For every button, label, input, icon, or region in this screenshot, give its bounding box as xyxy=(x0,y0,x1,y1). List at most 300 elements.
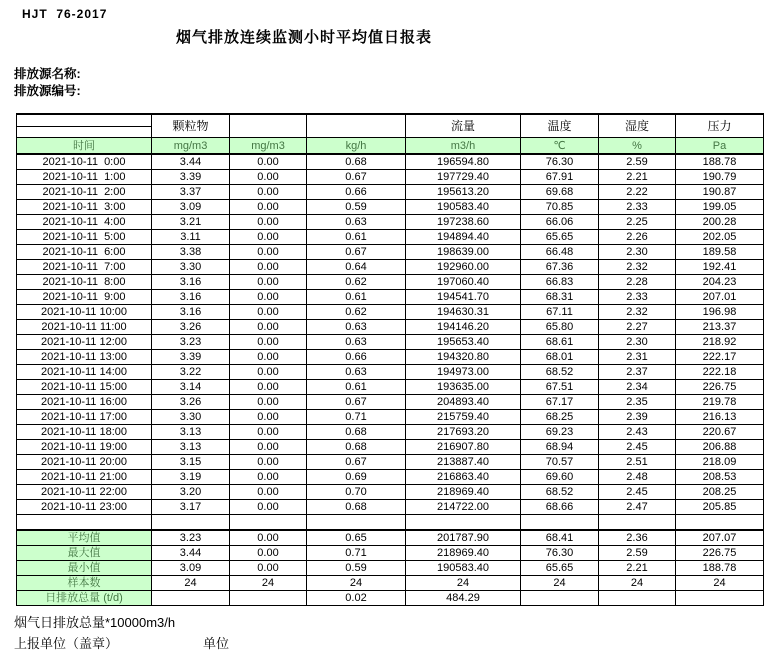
table-row xyxy=(17,275,764,290)
summary-label-cell: 最小值 xyxy=(17,561,152,576)
table-row xyxy=(17,470,764,485)
summary-row xyxy=(17,546,764,561)
unit-pa: Pa xyxy=(676,138,764,155)
footer-line xyxy=(14,633,414,652)
time-cell: 2021-10-11 4:00 xyxy=(17,215,152,230)
value-cell: 222.18 xyxy=(676,365,764,380)
summary-value-cell: 68.41 xyxy=(521,530,599,546)
header-pressure: 压力 xyxy=(676,114,764,138)
value-cell: 0.67 xyxy=(307,395,406,410)
table-row xyxy=(17,455,764,470)
value-cell: 190.79 xyxy=(676,170,764,185)
summary-value-cell: 24 xyxy=(406,576,521,591)
value-cell: 0.66 xyxy=(307,350,406,365)
value-cell: 200.28 xyxy=(676,215,764,230)
value-cell: 0.66 xyxy=(307,185,406,200)
summary-value-cell: 24 xyxy=(676,576,764,591)
table-row xyxy=(17,170,764,185)
time-cell: 2021-10-11 5:00 xyxy=(17,230,152,245)
value-cell: 0.68 xyxy=(307,425,406,440)
time-cell: 2021-10-11 19:00 xyxy=(17,440,152,455)
value-cell: 2.34 xyxy=(599,380,676,395)
value-cell: 226.75 xyxy=(676,380,764,395)
summary-value-cell xyxy=(676,591,764,606)
unit-label: 单位 xyxy=(203,636,230,651)
summary-value-cell: 3.23 xyxy=(152,530,230,546)
summary-value-cell: 226.75 xyxy=(676,546,764,561)
value-cell: 218969.40 xyxy=(406,485,521,500)
value-cell: 195653.40 xyxy=(406,335,521,350)
value-cell: 206.88 xyxy=(676,440,764,455)
summary-value-cell: 24 xyxy=(230,576,307,591)
header-humidity: 湿度 xyxy=(599,114,676,138)
source-code-label: 排放源编号: xyxy=(14,84,81,98)
value-cell: 3.37 xyxy=(152,185,230,200)
summary-value-cell: 2.59 xyxy=(599,546,676,561)
value-cell: 68.66 xyxy=(521,500,599,515)
time-cell: 2021-10-11 9:00 xyxy=(17,290,152,305)
value-cell: 0.70 xyxy=(307,485,406,500)
header-particulate: 颗粒物 xyxy=(152,114,230,138)
time-cell: 2021-10-11 17:00 xyxy=(17,410,152,425)
summary-value-cell: 3.09 xyxy=(152,561,230,576)
value-cell: 0.00 xyxy=(230,500,307,515)
value-cell: 0.63 xyxy=(307,215,406,230)
group-header-row xyxy=(17,114,764,127)
value-cell: 0.00 xyxy=(230,185,307,200)
value-cell: 194894.40 xyxy=(406,230,521,245)
footer-note: 烟气日排放总量*10000m3/h xyxy=(14,615,176,630)
value-cell: 70.85 xyxy=(521,200,599,215)
value-cell: 198639.00 xyxy=(406,245,521,260)
summary-value-cell: 484.29 xyxy=(406,591,521,606)
header-blank-col4 xyxy=(307,114,406,138)
value-cell: 68.61 xyxy=(521,335,599,350)
table-row xyxy=(17,380,764,395)
table-row xyxy=(17,395,764,410)
value-cell: 192960.00 xyxy=(406,260,521,275)
table-row xyxy=(17,215,764,230)
value-cell: 0.61 xyxy=(307,290,406,305)
value-cell: 3.38 xyxy=(152,245,230,260)
value-cell: 197060.40 xyxy=(406,275,521,290)
table-row xyxy=(17,260,764,275)
value-cell: 197729.40 xyxy=(406,170,521,185)
report-table xyxy=(16,113,764,606)
time-cell: 2021-10-11 15:00 xyxy=(17,380,152,395)
summary-rows xyxy=(17,530,764,606)
value-cell: 2.47 xyxy=(599,500,676,515)
value-cell: 66.48 xyxy=(521,245,599,260)
value-cell: 0.00 xyxy=(230,170,307,185)
value-cell: 67.11 xyxy=(521,305,599,320)
value-cell: 192.41 xyxy=(676,260,764,275)
value-cell: 193635.00 xyxy=(406,380,521,395)
time-cell: 2021-10-11 10:00 xyxy=(17,305,152,320)
report-unit-label: 上报单位（盖章） xyxy=(14,636,119,651)
value-cell: 0.69 xyxy=(307,470,406,485)
value-cell: 3.23 xyxy=(152,335,230,350)
value-cell: 0.00 xyxy=(230,455,307,470)
value-cell: 2.45 xyxy=(599,485,676,500)
summary-value-cell: 201787.90 xyxy=(406,530,521,546)
value-cell: 195613.20 xyxy=(406,185,521,200)
value-cell: 3.21 xyxy=(152,215,230,230)
summary-value-cell: 218969.40 xyxy=(406,546,521,561)
value-cell: 68.01 xyxy=(521,350,599,365)
value-cell: 2.33 xyxy=(599,290,676,305)
value-cell: 197238.60 xyxy=(406,215,521,230)
time-cell: 2021-10-11 14:00 xyxy=(17,365,152,380)
summary-value-cell: 188.78 xyxy=(676,561,764,576)
time-cell: 2021-10-11 18:00 xyxy=(17,425,152,440)
value-cell: 3.13 xyxy=(152,440,230,455)
table-row xyxy=(17,320,764,335)
value-cell: 3.17 xyxy=(152,500,230,515)
value-cell: 0.00 xyxy=(230,335,307,350)
value-cell: 0.62 xyxy=(307,305,406,320)
time-cell: 2021-10-11 7:00 xyxy=(17,260,152,275)
value-cell: 3.44 xyxy=(152,154,230,170)
value-cell: 76.30 xyxy=(521,154,599,170)
summary-row xyxy=(17,576,764,591)
value-cell: 213.37 xyxy=(676,320,764,335)
value-cell: 2.45 xyxy=(599,440,676,455)
time-cell: 2021-10-11 2:00 xyxy=(17,185,152,200)
value-cell: 216907.80 xyxy=(406,440,521,455)
value-cell: 2.32 xyxy=(599,260,676,275)
empty-cell xyxy=(676,515,764,531)
value-cell: 3.22 xyxy=(152,365,230,380)
value-cell: 3.11 xyxy=(152,230,230,245)
value-cell: 0.00 xyxy=(230,410,307,425)
value-cell: 2.33 xyxy=(599,200,676,215)
summary-value-cell: 0.00 xyxy=(230,530,307,546)
value-cell: 0.62 xyxy=(307,275,406,290)
value-cell: 190583.40 xyxy=(406,200,521,215)
value-cell: 196594.80 xyxy=(406,154,521,170)
value-cell: 2.26 xyxy=(599,230,676,245)
value-cell: 213887.40 xyxy=(406,455,521,470)
value-cell: 215759.40 xyxy=(406,410,521,425)
value-cell: 69.68 xyxy=(521,185,599,200)
value-cell: 67.51 xyxy=(521,380,599,395)
summary-value-cell: 0.59 xyxy=(307,561,406,576)
value-cell: 0.64 xyxy=(307,260,406,275)
value-cell: 2.39 xyxy=(599,410,676,425)
value-cell: 189.58 xyxy=(676,245,764,260)
value-cell: 2.43 xyxy=(599,425,676,440)
value-cell: 0.00 xyxy=(230,200,307,215)
value-cell: 194320.80 xyxy=(406,350,521,365)
header-flow: 流量 xyxy=(406,114,521,138)
summary-value-cell: 2.21 xyxy=(599,561,676,576)
data-rows xyxy=(17,154,764,530)
value-cell: 188.78 xyxy=(676,154,764,170)
header-temperature: 温度 xyxy=(521,114,599,138)
table-row xyxy=(17,305,764,320)
unit-percent: % xyxy=(599,138,676,155)
value-cell: 0.59 xyxy=(307,200,406,215)
empty-cell xyxy=(406,515,521,531)
value-cell: 69.23 xyxy=(521,425,599,440)
table-row xyxy=(17,185,764,200)
value-cell: 204893.40 xyxy=(406,395,521,410)
value-cell: 222.17 xyxy=(676,350,764,365)
value-cell: 0.00 xyxy=(230,425,307,440)
table-row xyxy=(17,335,764,350)
value-cell: 0.68 xyxy=(307,154,406,170)
summary-value-cell: 190583.40 xyxy=(406,561,521,576)
time-cell: 2021-10-11 13:00 xyxy=(17,350,152,365)
summary-value-cell: 2.36 xyxy=(599,530,676,546)
table-row xyxy=(17,365,764,380)
value-cell: 67.36 xyxy=(521,260,599,275)
summary-value-cell: 0.00 xyxy=(230,561,307,576)
value-cell: 194541.70 xyxy=(406,290,521,305)
summary-row xyxy=(17,591,764,606)
unit-particulate-mgm3: mg/m3 xyxy=(152,138,230,155)
summary-value-cell: 65.65 xyxy=(521,561,599,576)
value-cell: 0.00 xyxy=(230,350,307,365)
value-cell: 2.22 xyxy=(599,185,676,200)
summary-row xyxy=(17,530,764,546)
summary-label-cell: 最大值 xyxy=(17,546,152,561)
value-cell: 67.17 xyxy=(521,395,599,410)
table-row xyxy=(17,200,764,215)
value-cell: 219.78 xyxy=(676,395,764,410)
value-cell: 0.67 xyxy=(307,170,406,185)
value-cell: 204.23 xyxy=(676,275,764,290)
value-cell: 0.71 xyxy=(307,410,406,425)
value-cell: 196.98 xyxy=(676,305,764,320)
value-cell: 2.48 xyxy=(599,470,676,485)
value-cell: 218.92 xyxy=(676,335,764,350)
summary-value-cell: 24 xyxy=(599,576,676,591)
summary-value-cell: 0.65 xyxy=(307,530,406,546)
summary-value-cell: 0.71 xyxy=(307,546,406,561)
summary-value-cell: 3.44 xyxy=(152,546,230,561)
value-cell: 0.00 xyxy=(230,395,307,410)
value-cell: 217693.20 xyxy=(406,425,521,440)
value-cell: 2.37 xyxy=(599,365,676,380)
summary-value-cell xyxy=(230,591,307,606)
value-cell: 3.39 xyxy=(152,170,230,185)
value-cell: 0.00 xyxy=(230,470,307,485)
value-cell: 218.09 xyxy=(676,455,764,470)
unit-header-row xyxy=(17,138,764,155)
value-cell: 2.21 xyxy=(599,170,676,185)
table-row xyxy=(17,425,764,440)
value-cell: 0.00 xyxy=(230,275,307,290)
value-cell: 220.67 xyxy=(676,425,764,440)
value-cell: 0.63 xyxy=(307,365,406,380)
header-blank-bottom xyxy=(17,127,152,138)
unit-celsius: ℃ xyxy=(521,138,599,155)
value-cell: 0.63 xyxy=(307,320,406,335)
value-cell: 3.15 xyxy=(152,455,230,470)
value-cell: 2.31 xyxy=(599,350,676,365)
value-cell: 3.30 xyxy=(152,410,230,425)
value-cell: 3.16 xyxy=(152,305,230,320)
empty-cell xyxy=(17,515,152,531)
table-row xyxy=(17,440,764,455)
value-cell: 0.67 xyxy=(307,455,406,470)
value-cell: 0.00 xyxy=(230,365,307,380)
value-cell: 2.35 xyxy=(599,395,676,410)
value-cell: 2.25 xyxy=(599,215,676,230)
header-blank-col3 xyxy=(230,114,307,138)
value-cell: 69.60 xyxy=(521,470,599,485)
value-cell: 194630.31 xyxy=(406,305,521,320)
value-cell: 68.31 xyxy=(521,290,599,305)
value-cell: 66.06 xyxy=(521,215,599,230)
value-cell: 68.52 xyxy=(521,365,599,380)
summary-label-cell: 平均值 xyxy=(17,530,152,546)
value-cell: 3.19 xyxy=(152,470,230,485)
value-cell: 3.26 xyxy=(152,395,230,410)
value-cell: 0.61 xyxy=(307,230,406,245)
value-cell: 0.00 xyxy=(230,485,307,500)
value-cell: 3.16 xyxy=(152,275,230,290)
empty-cell xyxy=(521,515,599,531)
time-cell: 2021-10-11 16:00 xyxy=(17,395,152,410)
value-cell: 208.53 xyxy=(676,470,764,485)
summary-value-cell: 76.30 xyxy=(521,546,599,561)
table-row xyxy=(17,410,764,425)
header-blank-top xyxy=(17,114,152,127)
time-cell: 2021-10-11 6:00 xyxy=(17,245,152,260)
empty-cell xyxy=(307,515,406,531)
value-cell: 208.25 xyxy=(676,485,764,500)
summary-value-cell: 24 xyxy=(307,576,406,591)
value-cell: 190.87 xyxy=(676,185,764,200)
summary-value-cell xyxy=(521,591,599,606)
value-cell: 67.91 xyxy=(521,170,599,185)
value-cell: 65.80 xyxy=(521,320,599,335)
time-cell: 2021-10-11 12:00 xyxy=(17,335,152,350)
value-cell: 0.68 xyxy=(307,500,406,515)
summary-label-cell: 日排放总量 (t/d) xyxy=(17,591,152,606)
value-cell: 194146.20 xyxy=(406,320,521,335)
value-cell: 68.94 xyxy=(521,440,599,455)
value-cell: 70.57 xyxy=(521,455,599,470)
source-name-label: 排放源名称: xyxy=(14,67,81,81)
time-cell: 2021-10-11 0:00 xyxy=(17,154,152,170)
time-column-header: 时间 xyxy=(17,138,152,155)
value-cell: 0.00 xyxy=(230,215,307,230)
page-title: 烟气排放连续监测小时平均值日报表 xyxy=(176,29,433,46)
value-cell: 3.16 xyxy=(152,290,230,305)
value-cell: 216.13 xyxy=(676,410,764,425)
value-cell: 3.20 xyxy=(152,485,230,500)
table-row xyxy=(17,290,764,305)
summary-value-cell xyxy=(599,591,676,606)
value-cell: 0.00 xyxy=(230,230,307,245)
table-header xyxy=(17,114,764,154)
summary-label-cell: 样本数 xyxy=(17,576,152,591)
summary-value-cell: 207.07 xyxy=(676,530,764,546)
time-cell: 2021-10-11 3:00 xyxy=(17,200,152,215)
value-cell: 2.32 xyxy=(599,305,676,320)
table-row xyxy=(17,230,764,245)
table-row xyxy=(17,485,764,500)
time-cell: 2021-10-11 8:00 xyxy=(17,275,152,290)
value-cell: 2.59 xyxy=(599,154,676,170)
summary-value-cell: 24 xyxy=(152,576,230,591)
value-cell: 0.67 xyxy=(307,245,406,260)
summary-value-cell: 0.02 xyxy=(307,591,406,606)
value-cell: 3.26 xyxy=(152,320,230,335)
unit-mgm3: mg/m3 xyxy=(230,138,307,155)
value-cell: 0.68 xyxy=(307,440,406,455)
summary-value-cell: 24 xyxy=(521,576,599,591)
value-cell: 0.00 xyxy=(230,245,307,260)
value-cell: 68.52 xyxy=(521,485,599,500)
unit-m3h: m3/h xyxy=(406,138,521,155)
table-row xyxy=(17,500,764,515)
time-cell: 2021-10-11 22:00 xyxy=(17,485,152,500)
value-cell: 2.28 xyxy=(599,275,676,290)
table-row xyxy=(17,154,764,170)
value-cell: 0.00 xyxy=(230,290,307,305)
value-cell: 3.30 xyxy=(152,260,230,275)
value-cell: 0.00 xyxy=(230,320,307,335)
standard-code: HJT 76-2017 xyxy=(22,7,108,21)
value-cell: 2.30 xyxy=(599,245,676,260)
value-cell: 205.85 xyxy=(676,500,764,515)
time-cell: 2021-10-11 11:00 xyxy=(17,320,152,335)
time-cell: 2021-10-11 21:00 xyxy=(17,470,152,485)
value-cell: 0.61 xyxy=(307,380,406,395)
value-cell: 2.30 xyxy=(599,335,676,350)
value-cell: 0.00 xyxy=(230,154,307,170)
value-cell: 0.00 xyxy=(230,440,307,455)
spacer-row xyxy=(17,515,764,531)
value-cell: 68.25 xyxy=(521,410,599,425)
summary-value-cell xyxy=(152,591,230,606)
value-cell: 214722.00 xyxy=(406,500,521,515)
unit-kgh: kg/h xyxy=(307,138,406,155)
value-cell: 3.09 xyxy=(152,200,230,215)
value-cell: 3.13 xyxy=(152,425,230,440)
time-cell: 2021-10-11 23:00 xyxy=(17,500,152,515)
summary-value-cell: 0.00 xyxy=(230,546,307,561)
value-cell: 216863.40 xyxy=(406,470,521,485)
table-row xyxy=(17,350,764,365)
empty-cell xyxy=(152,515,230,531)
empty-cell xyxy=(599,515,676,531)
value-cell: 0.00 xyxy=(230,260,307,275)
value-cell: 199.05 xyxy=(676,200,764,215)
value-cell: 0.63 xyxy=(307,335,406,350)
value-cell: 66.83 xyxy=(521,275,599,290)
time-cell: 2021-10-11 20:00 xyxy=(17,455,152,470)
summary-row xyxy=(17,561,764,576)
value-cell: 207.01 xyxy=(676,290,764,305)
time-cell: 2021-10-11 1:00 xyxy=(17,170,152,185)
empty-cell xyxy=(230,515,307,531)
value-cell: 3.14 xyxy=(152,380,230,395)
value-cell: 3.39 xyxy=(152,350,230,365)
value-cell: 0.00 xyxy=(230,380,307,395)
table-row xyxy=(17,245,764,260)
value-cell: 65.65 xyxy=(521,230,599,245)
value-cell: 2.51 xyxy=(599,455,676,470)
value-cell: 0.00 xyxy=(230,305,307,320)
value-cell: 2.27 xyxy=(599,320,676,335)
value-cell: 202.05 xyxy=(676,230,764,245)
